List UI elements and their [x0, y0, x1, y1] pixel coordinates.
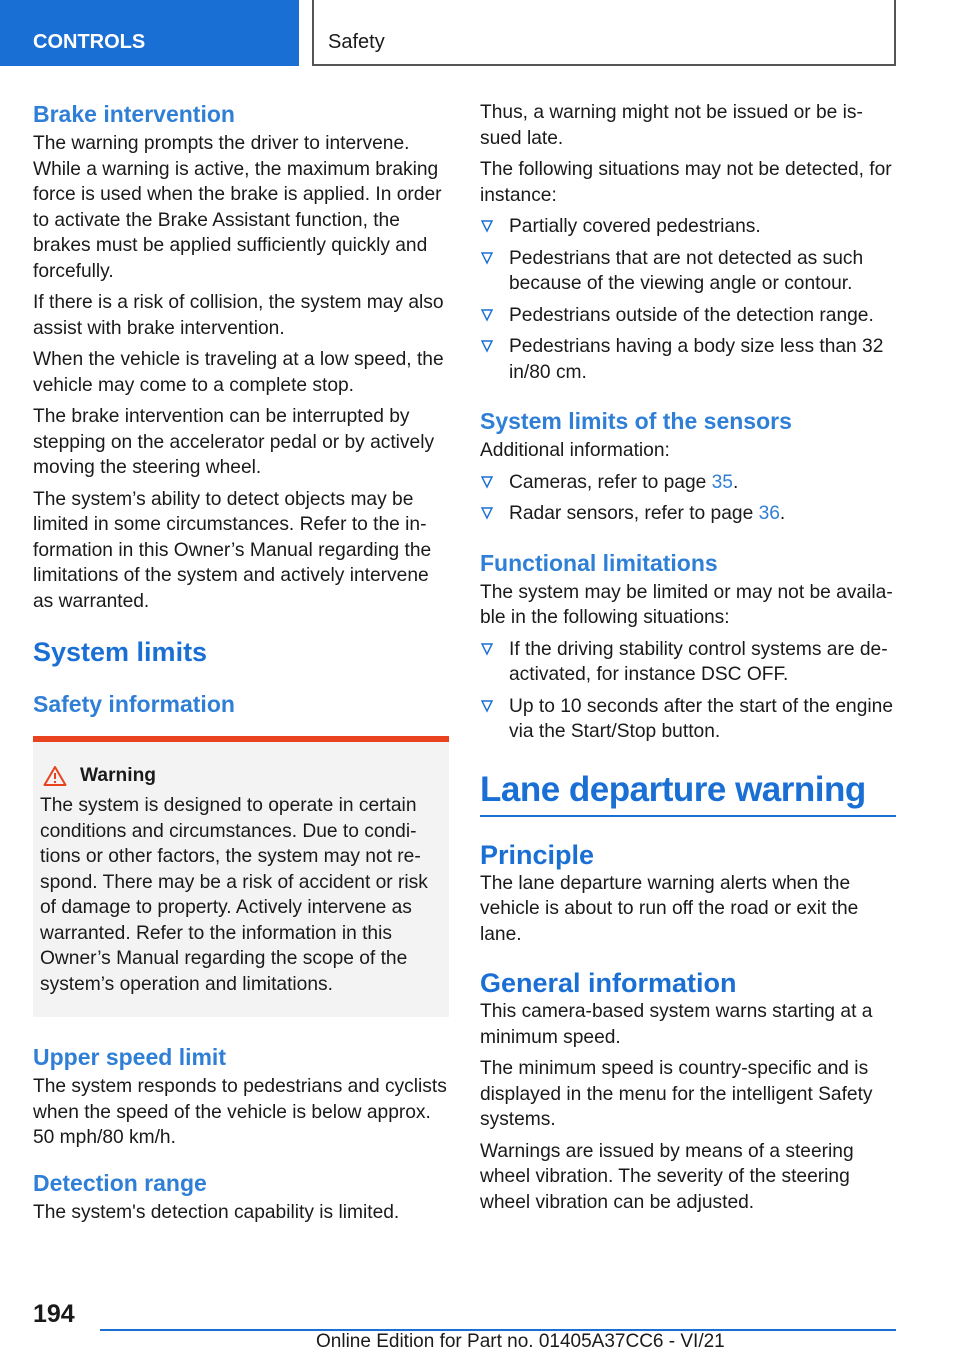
edition-footer: Online Edition for Part no. 01405A37CC6 - VI/21	[316, 1331, 725, 1352]
warning-text: The system is designed to operate in certain conditions and circumstances. Due to conditions or other factors, the system may not respond. There may be a risk of accident or risk of damage to property. Actively intervene as warranted. Refer to the information in this Owner’s Manual regarding the scope of the system’s operation and limitations.	[40, 795, 428, 995]
list-item: Cameras, refer to page 35.	[480, 470, 896, 496]
page-number: 194	[33, 1300, 75, 1328]
situations-list	[480, 214, 896, 385]
list-item: Pedestrians having a body size less than 32 in/80 cm.	[480, 334, 896, 385]
brake-paragraph-3: When the vehicle is traveling at a low speed, the vehicle may come to a complete stop.	[33, 349, 444, 396]
general-paragraph-2: The minimum speed is country-specific and is displayed in the menu for the intelligent Safety systems.	[480, 1058, 873, 1130]
general-paragraph-1: This camera-based system warns starting at a minimum speed.	[480, 1001, 873, 1048]
bullet-triangle-icon	[481, 308, 493, 322]
bullet-triangle-icon	[481, 339, 493, 353]
list-item: Pedestrians that are not detected as such because of the viewing angle or contour.	[480, 246, 896, 297]
sensors-intro: Additional information:	[480, 440, 670, 461]
brake-intervention-heading: Brake intervention	[33, 101, 235, 127]
upper-speed-limit-heading: Upper speed limit	[33, 1044, 226, 1070]
page-link-radar[interactable]: 36	[758, 503, 780, 524]
warning-title: Warning	[80, 765, 157, 786]
detection-range-text: The system's detection capability is limited.	[33, 1201, 400, 1223]
detection-range-heading: Detection range	[33, 1169, 207, 1196]
bullet-triangle-icon	[481, 506, 493, 520]
general-information-heading: General information	[480, 968, 737, 998]
safety-information-heading: Safety information	[33, 691, 235, 717]
bullet-triangle-icon	[481, 219, 493, 233]
functional-list	[480, 637, 896, 745]
warning-box	[33, 736, 449, 1017]
intro-paragraph-2: The following situations may not be detected, for instance:	[480, 159, 892, 206]
bullet-triangle-icon	[481, 699, 493, 713]
functional-limitations-heading: Functional limitations	[480, 549, 718, 576]
brake-paragraph-5: The system’s ability to detect objects may be limited in some circumstances. Refer to the information in this Owner’s Manual regarding the limitations of the system and actively intervene as warranted.	[33, 488, 432, 612]
list-item: Radar sensors, refer to page 36.	[480, 501, 896, 527]
list-item: If the driving stability control systems are deactivated, for instance DSC OFF.	[480, 637, 896, 688]
section-tab: CONTROLS	[0, 0, 299, 66]
page-header	[0, 0, 960, 66]
warning-triangle-icon	[40, 765, 80, 787]
brake-paragraph-1: The warning prompts the driver to intervene. While a warning is active, the maximum braking force is used when the brake is applied. In order to activate the Brake Assistant function, the brakes must be applied sufficiently quickly and forcefully.	[33, 133, 442, 282]
list-item: Up to 10 seconds after the start of the engine via the Start/Stop button.	[480, 694, 896, 745]
bullet-triangle-icon	[481, 251, 493, 265]
chapter-title: Safety	[312, 0, 896, 66]
brake-paragraph-2: If there is a risk of collision, the system may also assist with brake intervention.	[33, 292, 444, 339]
functional-intro: The system may be limited or may not be available in the following situations:	[480, 581, 893, 628]
general-paragraph-3: Warnings are issued by means of a steering wheel vibration. The severity of the steering wheel vibration can be adjusted.	[480, 1140, 854, 1213]
bullet-triangle-icon	[481, 642, 493, 656]
lane-departure-warning-heading: Lane departure warning	[480, 769, 866, 809]
list-item: Partially covered pedestrians.	[480, 214, 896, 240]
intro-paragraph-1: Thus, a warning might not be issued or be issued late.	[480, 102, 863, 149]
list-item: Pedestrians outside of the detection range.	[480, 303, 896, 329]
principle-heading: Principle	[480, 839, 595, 870]
sensors-limits-heading: System limits of the sensors	[480, 408, 792, 434]
upper-speed-limit-text: The system responds to pedestrians and cyclists when the speed of the vehicle is below approx. 50 mph/80 km/h.	[33, 1076, 447, 1148]
brake-paragraph-4: The brake intervention can be interrupted by stepping on the accelerator pedal or by actively moving the steering wheel.	[33, 406, 435, 478]
bullet-triangle-icon	[481, 475, 493, 489]
heading-divider	[480, 815, 896, 817]
page-link-cameras[interactable]: 35	[711, 471, 733, 493]
principle-text: The lane departure warning alerts when the vehicle is about to run off the road or exit the lane.	[480, 872, 859, 945]
left-column	[33, 100, 449, 1231]
sensors-list	[480, 470, 896, 527]
system-limits-heading: System limits	[33, 637, 208, 667]
right-column	[480, 100, 896, 1221]
